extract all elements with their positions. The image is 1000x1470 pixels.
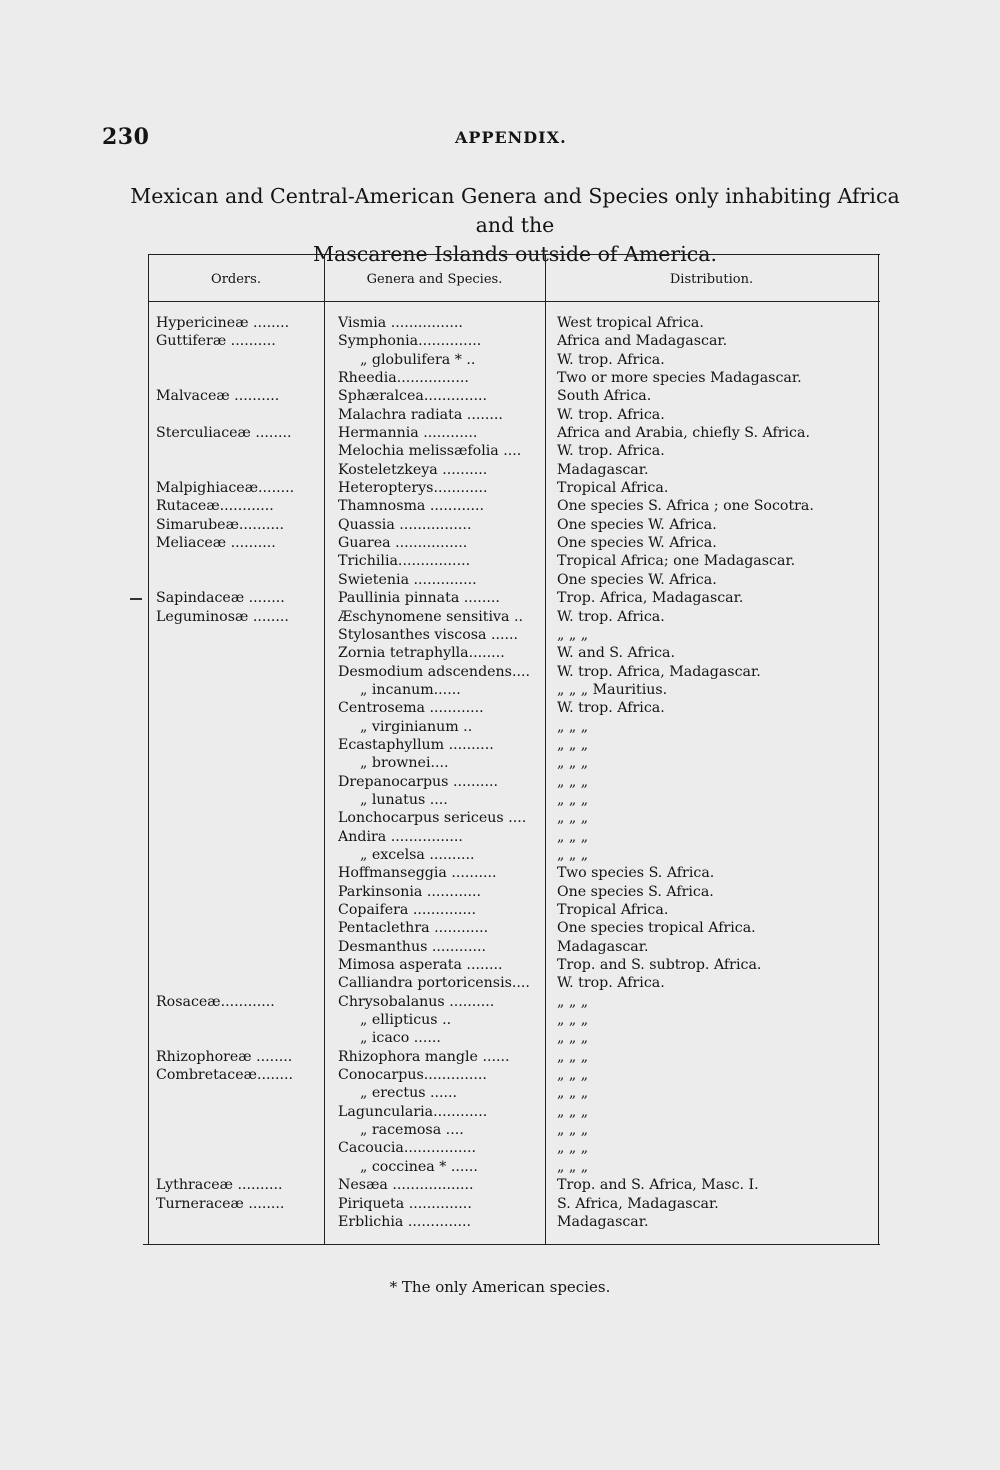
order-cell: Rosaceæ............ [156,993,275,1010]
table-row [143,1195,880,1213]
distribution-cell: „ „ „ [557,755,589,772]
distribution-cell: „ „ „ [557,718,589,735]
genus-cell: „ ellipticus .. [360,1012,452,1029]
distribution-cell: „ „ „ [557,828,589,845]
distribution-cell: „ „ „ [557,993,589,1010]
table-row [143,828,880,846]
page-number: 230 [102,124,150,150]
distribution-cell: Tropical Africa. [557,902,669,918]
table-row [143,791,880,809]
column-header-orders: Orders. [211,272,261,287]
genera-table [143,254,880,1245]
genus-cell: Stylosanthes viscosa ...... [338,626,519,643]
table-row [143,663,880,681]
genus-cell: „ coccinea * ...... [360,1158,478,1175]
distribution-cell: South Africa. [557,388,652,405]
genus-cell: Symphonia.............. [338,333,482,350]
table-row [143,387,880,405]
distribution-cell: W. trop. Africa, Madagascar. [557,663,761,680]
table-row [143,534,880,552]
distribution-cell: One species S. Africa. [557,883,714,900]
genus-cell: „ racemosa .... [360,1122,464,1139]
table-row [143,1103,880,1121]
genus-cell: Kosteletzkeya .......... [338,461,488,478]
table-row [143,516,880,534]
genus-cell: Cacoucia................ [338,1140,477,1157]
order-cell: Guttiferæ .......... [156,333,276,350]
table-row [143,442,880,460]
genus-cell: Guarea ................ [338,535,468,552]
distribution-cell: Tropical Africa. [557,480,669,497]
genus-cell: Hoffmanseggia .......... [338,865,497,882]
distribution-cell: Africa and Arabia, chiefly S. Africa. [557,425,810,442]
distribution-cell: Trop. and S. Africa, Masc. I. [557,1177,759,1194]
table-body [143,314,880,1231]
genus-cell: „ erectus ...... [360,1085,458,1102]
table-row [143,901,880,919]
table-row [143,1048,880,1066]
table-row [143,956,880,974]
table-row [143,773,880,791]
distribution-cell: W. and S. Africa. [557,645,676,662]
genus-cell: Swietenia .............. [338,571,477,588]
distribution-cell: West tropical Africa. [557,315,704,331]
genus-cell: Drepanocarpus .......... [338,773,499,790]
table-row [143,718,880,736]
table-row [143,1213,880,1231]
genus-cell: „ icaco ...... [360,1030,441,1047]
distribution-cell: „ „ „ [557,1122,589,1139]
title-line-2: Mascarene Islands outside of America. [312,242,717,266]
table-bottom-rule [143,1244,880,1245]
genus-cell: Andira ................ [338,828,463,845]
table-row [143,461,880,479]
table-row [143,846,880,864]
table-row [143,406,880,424]
margin-mark [130,598,142,600]
genus-cell: Desmodium adscendens.... [338,663,531,680]
order-cell: Sapindaceæ ........ [156,590,285,607]
distribution-cell: „ „ „ [557,846,589,863]
distribution-cell: One species W. Africa. [557,516,717,533]
distribution-cell: „ „ „ Mauritius. [557,681,668,698]
order-cell: Malvaceæ .......... [156,388,280,405]
order-cell: Turneraceæ ........ [156,1195,285,1212]
distribution-cell: „ „ „ [557,1158,589,1175]
genus-cell: Conocarpus.............. [338,1067,487,1084]
distribution-cell: One species tropical Africa. [557,920,756,937]
distribution-cell: One species W. Africa. [557,535,717,552]
distribution-cell: „ „ „ [557,1140,589,1157]
distribution-cell: Trop. and S. subtrop. Africa. [557,957,762,974]
distribution-cell: Africa and Madagascar. [557,333,728,350]
distribution-cell: Madagascar. [557,1213,649,1230]
table-row [143,1121,880,1139]
distribution-cell: „ „ „ [557,1085,589,1102]
table-row [143,369,880,387]
genus-cell: Melochia melissæfolia .... [338,443,522,460]
distribution-cell: „ „ „ [557,791,589,808]
genus-cell: Heteropterys............ [338,480,488,497]
distribution-cell: „ „ „ [557,810,589,827]
footnote: * The only American species. [389,1278,611,1296]
genus-cell: Æschynomene sensitiva .. [338,608,524,625]
table-row [143,1011,880,1029]
table-row [143,974,880,992]
table-row [143,754,880,772]
genus-cell: Desmanthus ............ [338,938,486,955]
genus-cell: Zornia tetraphylla........ [338,645,505,662]
genus-cell: Hermannia ............ [338,425,478,442]
table-header-rule [148,301,880,302]
distribution-cell: Tropical Africa; one Madagascar. [557,553,796,570]
table-row [143,1029,880,1047]
table-row [143,589,880,607]
table-top-rule [148,254,880,255]
table-row [143,864,880,882]
distribution-cell: W. trop. Africa. [557,608,665,625]
genus-cell: Ecastaphyllum .......... [338,736,494,753]
distribution-cell: „ „ „ [557,626,589,643]
table-row [143,571,880,589]
table-row [143,626,880,644]
table-row [143,1176,880,1194]
order-cell: Combretaceæ........ [156,1067,294,1084]
genus-cell: Malachra radiata ........ [338,406,503,423]
genus-cell: Mimosa asperata ........ [338,957,503,974]
genus-cell: Parkinsonia ............ [338,883,482,900]
genus-cell: Thamnosma ............ [338,498,485,515]
table-row [143,1066,880,1084]
genus-cell: Paullinia pinnata ........ [338,590,500,607]
distribution-cell: S. Africa, Madagascar. [557,1195,719,1212]
table-row [143,699,880,717]
genus-cell: Laguncularia............ [338,1103,488,1120]
order-cell: Lythraceæ .......... [156,1177,283,1194]
genus-cell: Copaifera .............. [338,902,477,918]
distribution-cell: „ „ „ [557,1067,589,1084]
distribution-cell: Madagascar. [557,938,649,955]
distribution-cell: One species W. Africa. [557,571,717,588]
order-cell: Hypericineæ ........ [156,315,290,331]
genus-cell: Erblichia .............. [338,1213,472,1230]
order-cell: Meliaceæ .......... [156,535,276,552]
genus-cell: Piriqueta .............. [338,1195,472,1212]
genus-cell: Rhizophora mangle ...... [338,1048,510,1065]
table-row [143,479,880,497]
distribution-cell: Madagascar. [557,461,649,478]
order-cell: Leguminosæ ........ [156,608,289,625]
genus-cell: Lonchocarpus sericeus .... [338,810,527,827]
table-row [143,993,880,1011]
table-row [143,424,880,442]
distribution-cell: „ „ „ [557,1030,589,1047]
distribution-cell: W. trop. Africa. [557,975,665,992]
column-header-genera: Genera and Species. [366,272,503,287]
genus-cell: „ globulifera * .. [360,351,476,368]
distribution-cell: W. trop. Africa. [557,406,665,423]
order-cell: Sterculiaceæ ........ [156,425,292,442]
order-cell: Malpighiaceæ........ [156,480,295,497]
genus-cell: „ excelsa .......... [360,846,475,863]
table-row [143,883,880,901]
table-row [143,1158,880,1176]
distribution-cell: W. trop. Africa. [557,700,665,717]
order-cell: Simarubeæ.......... [156,516,284,533]
distribution-cell: „ „ „ [557,1103,589,1120]
order-cell: Rutaceæ............ [156,498,274,515]
genus-cell: „ brownei.... [360,755,449,772]
distribution-cell: One species S. Africa ; one Socotra. [557,498,814,515]
genus-cell: „ incanum...... [360,681,461,698]
genus-cell: Sphæralcea.............. [338,388,487,405]
running-head: APPENDIX. [455,128,567,147]
table-row [143,1139,880,1157]
table-row [143,736,880,754]
table-row [143,608,880,626]
genus-cell: Chrysobalanus .......... [338,993,495,1010]
title-line-1: Mexican and Central-American Genera and Species only inhabiting Africa and the [130,184,900,237]
genus-cell: Nesæa .................. [338,1177,474,1194]
table-row [143,314,880,332]
table-row [143,919,880,937]
table-row [143,644,880,662]
table-row [143,497,880,515]
distribution-cell: „ „ „ [557,1048,589,1065]
distribution-cell: „ „ „ [557,1012,589,1029]
table-row [143,552,880,570]
genus-cell: „ lunatus .... [360,791,448,808]
distribution-cell: W. trop. Africa. [557,443,665,460]
table-row [143,809,880,827]
column-header-distribution: Distribution. [669,272,754,287]
distribution-cell: W. trop. Africa. [557,351,665,368]
distribution-cell: Trop. Africa, Madagascar. [557,590,744,607]
distribution-cell: Two species S. Africa. [557,865,715,882]
distribution-cell: „ „ „ [557,736,589,753]
genus-cell: Rheedia................ [338,370,469,387]
genus-cell: Vismia ................ [338,315,463,331]
order-cell: Rhizophoreæ ........ [156,1048,293,1065]
genus-cell: Quassia ................ [338,516,472,533]
genus-cell: Trichilia................ [338,553,471,570]
genus-cell: Calliandra portoricensis.... [338,975,530,992]
table-row [143,938,880,956]
genus-cell: Pentaclethra ............ [338,920,489,937]
distribution-cell: „ „ „ [557,773,589,790]
distribution-cell: Two or more species Madagascar. [557,370,802,387]
table-row [143,681,880,699]
genus-cell: „ virginianum .. [360,718,473,735]
table-row [143,1084,880,1102]
genus-cell: Centrosema ............ [338,700,484,717]
table-row [143,351,880,369]
table-row [143,332,880,350]
